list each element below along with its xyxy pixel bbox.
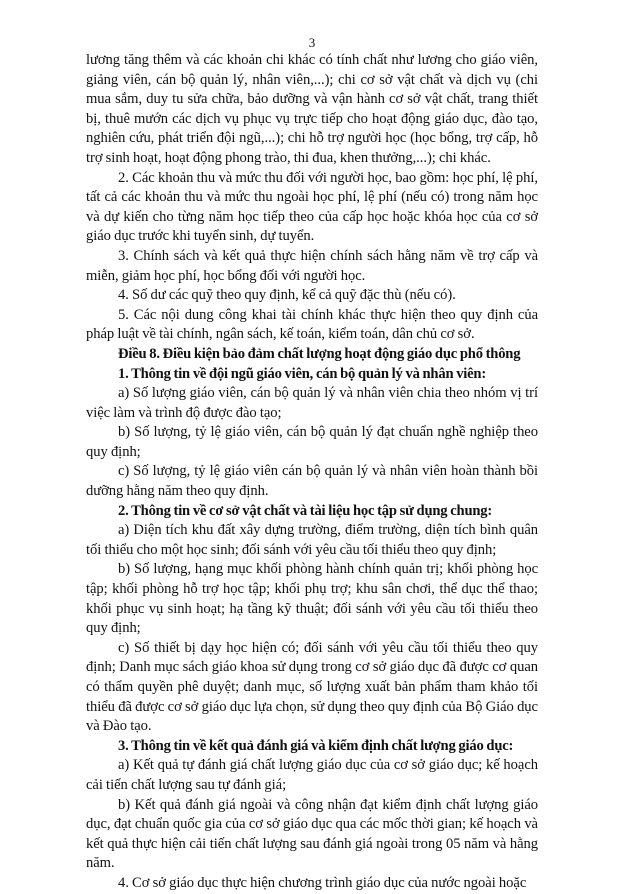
paragraph-3a: a) Kết quả tự đánh giá chất lượng giáo dục của cơ sở giáo dục; kế hoạch cải tiến chất lượng sau tự đánh giá;: [86, 757, 538, 793]
paragraph-continuation: lương tăng thêm và các khoản chi khác có tính chất như lương cho giáo viên, giảng viên, cán bộ quản lý, nhân viên,...); chi cơ sở vật chất và dịch vụ (chi mua sắm, duy tu sửa chữa, bảo dưỡng và vận hành cơ sở vật chất, trang thiết bị, thuê mướn các dịch vụ phục vụ trực tiếp cho hoạt động giáo dục, đào tạo, nghiên cứu, phát triển đội ngũ,...); chi hỗ trợ người học (học bổng, trợ cấp, hỗ trợ sinh hoạt, hoạt động phong trào, thi đua, khen thưởng,...); chi khác.: [86, 52, 538, 166]
page-number: 3: [308, 35, 316, 50]
paragraph-1a: a) Số lượng giáo viên, cán bộ quản lý và nhân viên chia theo nhóm vị trí việc làm và trình độ được đào tạo;: [86, 385, 538, 421]
paragraph-2b: b) Số lượng, hạng mục khối phòng hành chính quản trị; khối phòng học tập; khối phòng hỗ trợ học tập; khối phụ trợ; khu sân chơi, thể dục thể thao; khối phục vụ sinh hoạt; hạ tầng kỹ thuật; đối sánh với yêu cầu tối thiểu theo quy định;: [86, 561, 538, 637]
paragraph-item-4-foreign: 4. Cơ sở giáo dục thực hiện chương trình giáo dục của nước ngoài hoặc: [118, 874, 527, 891]
paragraph-item-5: 5. Các nội dung công khai tài chính khác thực hiện theo quy định của pháp luật về tài chính, ngân sách, kế toán, kiểm toán, dân chủ cơ sở.: [86, 306, 538, 343]
document-body: [86, 51, 538, 894]
section-2-heading: 2. Thông tin về cơ sở vật chất và tài liệu học tập sử dụng chung:: [118, 502, 493, 519]
paragraph-2a: a) Diện tích khu đất xây dựng trường, điểm trường, diện tích bình quân tối thiểu cho một học sinh; đối sánh với yêu cầu tối thiểu theo quy định;: [86, 522, 538, 558]
paragraph-3b: b) Kết quả đánh giá ngoài và công nhận đạt kiểm định chất lượng giáo dục, đạt chuẩn quốc gia của cơ sở giáo dục qua các mốc thời gian; kế hoạch và kết quả thực hiện cải tiến chất lượng sau đánh giá ngoài trong 05 năm và hằng năm.: [86, 796, 538, 872]
section-3-heading: 3. Thông tin về kết quả đánh giá và kiểm định chất lượng giáo dục:: [118, 737, 514, 754]
paragraph-1c: c) Số lượng, tỷ lệ giáo viên cán bộ quản lý và nhân viên hoàn thành bồi dưỡng hằng năm theo quy định.: [86, 463, 538, 500]
paragraph-item-4: 4. Số dư các quỹ theo quy định, kể cả quỹ đặc thù (nếu có).: [118, 287, 456, 304]
paragraph-1b: b) Số lượng, tỷ lệ giáo viên, cán bộ quản lý đạt chuẩn nghề nghiệp theo quy định;: [86, 424, 538, 460]
section-1-heading: 1. Thông tin về đội ngũ giáo viên, cán bộ quản lý và nhân viên:: [118, 365, 487, 382]
article-8-heading: Điều 8. Điều kiện bảo đảm chất lượng hoạt động giáo dục phổ thông: [118, 345, 521, 362]
paragraph-2c: c) Số thiết bị dạy học hiện có; đối sánh với yêu cầu tối thiểu theo quy định; Danh mục sách giáo khoa sử dụng trong cơ sở giáo dục đã được cơ quan có thẩm quyền phê duyệt; danh mục, số lượng xuất bản phẩm tham khảo tối thiểu đã được cơ sở giáo dục lựa chọn, sử dụng theo quy định của Bộ Giáo dục và Đào tạo.: [86, 639, 538, 735]
paragraph-item-2: 2. Các khoản thu và mức thu đối với người học, bao gồm: học phí, lệ phí, tất cả các khoản thu và mức thu ngoài học phí, lệ phí (nếu có) trong năm học và dự kiến cho từng năm học tiếp theo của cấp học hoặc khóa học của cơ sở giáo dục trước khi tuyển sinh, dự tuyển.: [86, 169, 538, 245]
paragraph-item-3: 3. Chính sách và kết quả thực hiện chính sách hằng năm về trợ cấp và miễn, giảm học phí, học bổng đối với người học.: [86, 247, 538, 284]
